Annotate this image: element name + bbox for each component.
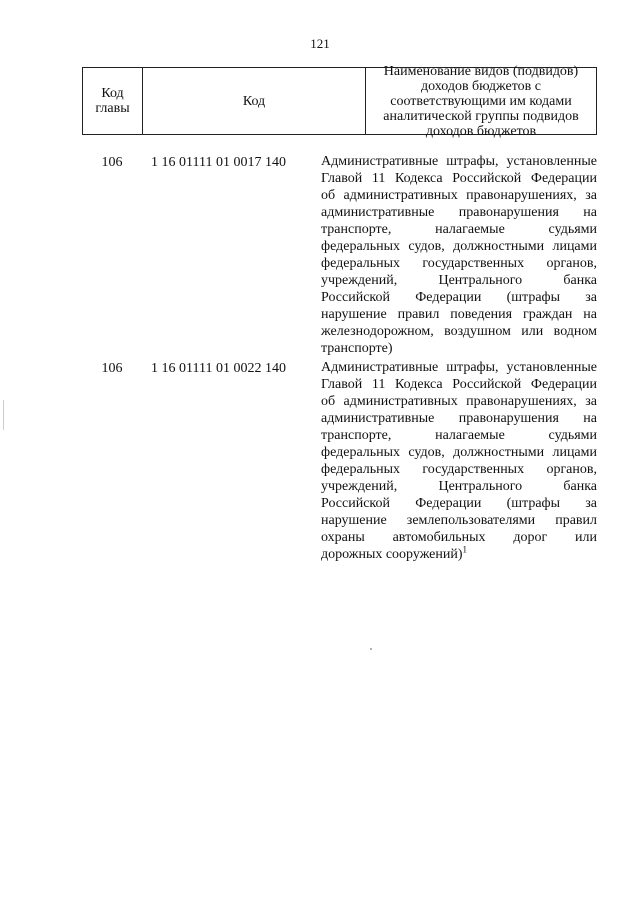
- revenue-code-cell: 1 16 01111 01 0017 140: [151, 155, 286, 170]
- footnote-mark: 1: [462, 544, 468, 555]
- table-row: [82, 153, 597, 357]
- scan-speck: [370, 648, 372, 650]
- name-line: [321, 546, 597, 563]
- name-line: Российской Федерации (штрафы за: [321, 290, 597, 305]
- name-line: учреждений, Центрального банка: [321, 273, 597, 288]
- revenue-name-cell: [321, 359, 597, 563]
- name-line: Административные штрафы, установленные: [321, 360, 597, 375]
- page-number: 121: [310, 36, 330, 51]
- header-chapter-code: Код главы: [83, 68, 143, 134]
- revenue-code-cell: 1 16 01111 01 0022 140: [151, 361, 286, 376]
- name-line: транспорте, налагаемые судьями: [321, 428, 597, 443]
- name-line: административные правонарушения на: [321, 205, 597, 220]
- name-line: транспорте): [321, 341, 393, 356]
- name-line: железнодорожном, воздушном или водном: [321, 324, 597, 339]
- name-line: нарушение правил поведения граждан на: [321, 307, 597, 322]
- name-line: федеральных судов, должностными лицами: [321, 445, 597, 460]
- table-header: [82, 63, 597, 139]
- chapter-code-cell: 106: [101, 361, 123, 376]
- name-line-text: дорожных сооружений): [321, 547, 463, 562]
- name-line: Российской Федерации (штрафы за: [321, 496, 597, 511]
- scan-speck: [3, 400, 4, 430]
- name-line: об административных правонарушениях, за: [321, 394, 597, 409]
- chapter-code-cell: 106: [101, 155, 123, 170]
- name-line: охраны автомобильных дорог или: [321, 530, 597, 545]
- name-line: федеральных государственных органов,: [321, 256, 597, 271]
- revenue-name-cell: [321, 153, 597, 357]
- name-line: об административных правонарушениях, за: [321, 188, 597, 203]
- header-code: Код: [143, 68, 366, 134]
- name-line: федеральных судов, должностными лицами: [321, 239, 597, 254]
- name-line: административные правонарушения на: [321, 411, 597, 426]
- name-line: Административные штрафы, установленные: [321, 154, 597, 169]
- name-line: федеральных государственных органов,: [321, 462, 597, 477]
- table-body: [82, 153, 597, 565]
- table-row: [82, 359, 597, 563]
- name-line: нарушение землепользователями правил: [321, 513, 597, 528]
- name-line: Главой 11 Кодекса Российской Федерации: [321, 171, 597, 186]
- name-line: Главой 11 Кодекса Российской Федерации: [321, 377, 597, 392]
- name-line: транспорте, налагаемые судьями: [321, 222, 597, 237]
- header-name: Наименование видов (подвидов) доходов бюджетов с соответствующими им кодами аналитической группы подвидов доходов бюджетов: [383, 63, 579, 139]
- name-line: учреждений, Центрального банка: [321, 479, 597, 494]
